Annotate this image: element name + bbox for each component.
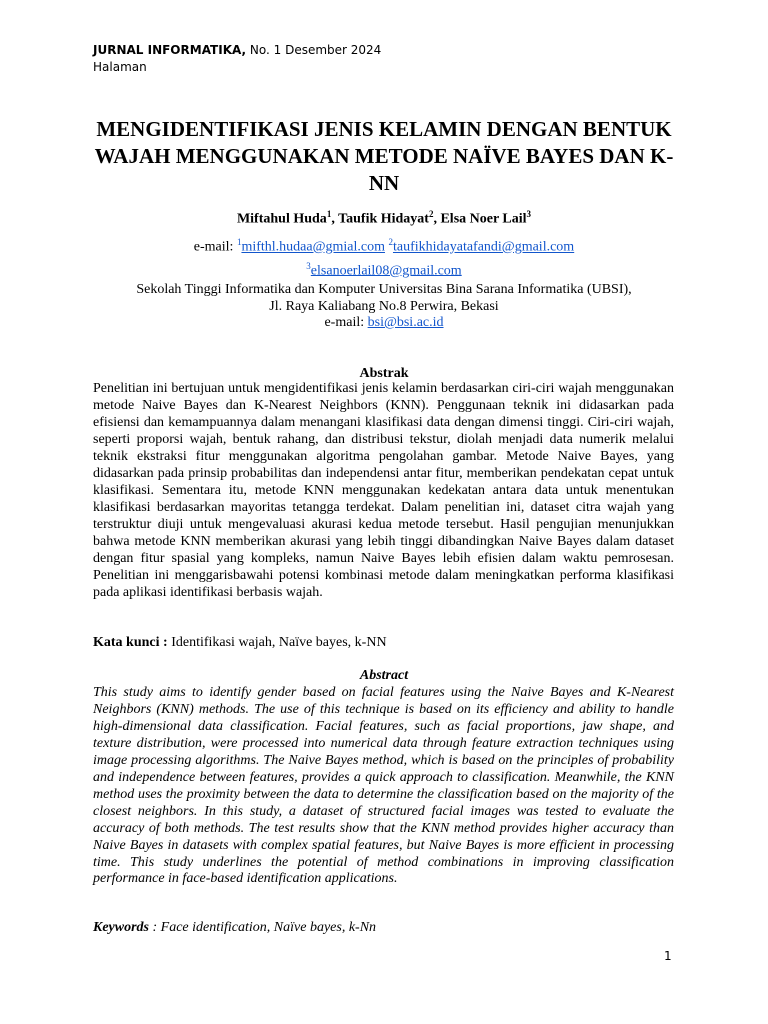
paper-title: MENGIDENTIFIKASI JENIS KELAMIN DENGAN BENTUK WAJAH MENGGUNAKAN METODE NAÏVE BAYES DAN K-NN [94, 117, 674, 195]
email-link[interactable]: elsanoerlail08@gmail.com [310, 263, 462, 279]
author-name: Taufik Hidayat [338, 211, 429, 227]
author-sup: 3 [526, 209, 532, 219]
author-sup: 2 [428, 209, 434, 219]
journal-name: JURNAL INFORMATIKA, [93, 43, 247, 57]
affiliation-line: Sekolah Tinggi Informatika dan Komputer Universitas Bina Sarana Informatika (UBSI), [136, 282, 632, 297]
journal-line [93, 42, 381, 59]
keywords-label: Keywords [93, 920, 149, 935]
affiliation-email-link[interactable]: bsi@bsi.ac.id [367, 315, 444, 330]
author-sup: 1 [326, 209, 332, 219]
email-prefix: e-mail: [193, 239, 237, 255]
email-sup: 2 [388, 237, 393, 247]
author-emails [80, 233, 688, 280]
author-name: Miftahul Huda [236, 211, 327, 227]
author-list: Miftahul Huda$^1$, Taufik Hidayat$^2$, Elsa Noer Lail$^3$ [236, 209, 532, 227]
email-link[interactable]: taufikhidayatafandi@gmail.com [392, 239, 575, 255]
kata-kunci-text: Identifikasi wajah, Naïve bayes, k-NN [167, 635, 387, 650]
page-number: 1 [664, 949, 672, 963]
keywords-text: : Face identification, Naïve bayes, k-Nn [149, 920, 377, 935]
email-sup: 3 [306, 260, 311, 271]
running-header [93, 42, 381, 76]
page-label: Halaman [93, 60, 147, 74]
kata-kunci [93, 634, 674, 651]
journal-issue: No. 1 Desember 2024 [246, 43, 382, 57]
email-sup: 1 [236, 237, 242, 247]
kata-kunci-label: Kata kunci : [93, 635, 168, 650]
author-name: Elsa Noer Lail [440, 211, 527, 227]
affiliation [80, 282, 688, 332]
abstract-heading: Abstract [359, 668, 409, 683]
email-link[interactable]: mifthl.hudaa@gmial.com [241, 239, 385, 255]
affiliation-line: Jl. Raya Kaliabang No.8 Perwira, Bekasi [269, 298, 499, 314]
abstrak-heading: Abstrak [359, 366, 409, 381]
abstrak-body: Penelitian ini bertujuan untuk mengidentifikasi jenis kelamin berdasarkan ciri-ciri wajah menggunakan metode Naive Bayes dan K-Nearest Neighbors (KNN). Penggunaan teknik ini didasarkan pada efisiensi dan kemampuannya dalam menangani klasifikasi data dengan dimensi tinggi. Ciri-ciri wajah, seperti proporsi wajah, bentuk rahang, dan distribusi tekstur, diolah menjadi data numerik melalui teknik ekstraksi fitur menggunakan algoritma pengolahan gambar. Metode Naive Bayes, yang didasarkan pada prinsip probabilitas dan independensi antar fitur, memberikan pendekatan cepat untuk klasifikasi. Sementara itu, metode KNN menggunakan kedekatan antara data untuk menentukan klasifikasi berdasarkan mayoritas tetangga terdekat. Dalam penelitian ini, dataset citra wajah yang terstruktur diuji untuk mengevaluasi akurasi kedua metode tersebut. Hasil pengujian menunjukkan bahwa metode KNN memberikan akurasi yang lebih tinggi dibandingkan Naive Bayes dalam dataset dengan fitur spasial yang kompleks, namun Naive Bayes lebih efisien dalam waktu pemrosesan. Penelitian ini menggarisbawahi potensi kombinasi metode dalam meningkatkan performa klasifikasi pada aplikasi identifikasi berbasis wajah. [93, 381, 674, 600]
affiliation-email-prefix: e-mail: [324, 315, 368, 330]
abstract-body: This study aims to identify gender based on facial features using the Naive Bayes and K-Nearest Neighbors (KNN) methods. The use of this technique is based on its efficiency and ability to handle high-dimensional data classification. Facial features, such as facial proportions, jaw shape, and texture distribution, were processed into numerical data through feature extraction techniques using image processing algorithms. The Naive Bayes method, which is based on the principles of probability and independence between features, provides a quick approach to classification. Meanwhile, the KNN method uses the proximity between the data to determine the classification based on the majority of the closest neighbors. In this study, a dataset of structured facial images was tested to evaluate the accuracy of both methods. The test results show that the KNN method provides higher accuracy than Naive Bayes in datasets with complex spatial features, but Naive Bayes is more efficient in processing time. This study underlines the potential of method combinations in improving classification performance in face-based identification applications. [93, 685, 674, 887]
keywords [93, 919, 674, 936]
